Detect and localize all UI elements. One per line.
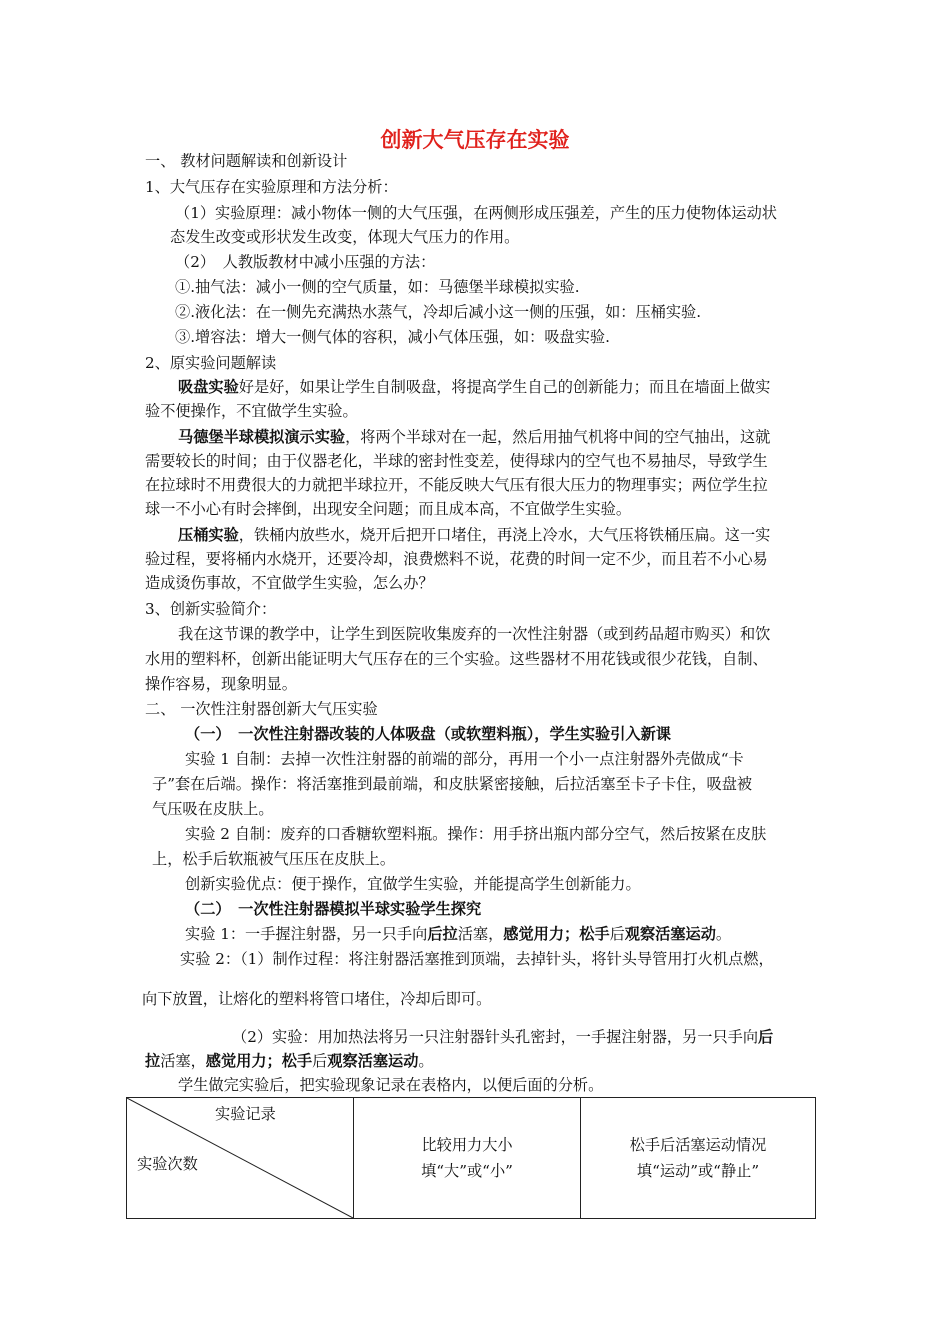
table-corner-cell xyxy=(127,1098,354,1219)
section-1-2-heading: 2、原实验问题解读 xyxy=(145,354,277,372)
suction-label: 吸盘实验 xyxy=(178,378,239,396)
method-intro: （2） 人教版教材中减小压强的方法： xyxy=(175,253,436,271)
can-line-2: 验过程，要将桶内水烧开，还要冷却，浪费燃料不说，花费的时间一定不少，而且若不小心易 xyxy=(145,550,768,568)
method-1: ①.抽气法：减小一侧的空气质量，如：马德堡半球模拟实验. xyxy=(175,278,580,296)
magdeburg-line-1: 马德堡半球模拟演示实验，将两个半球对在一起，然后用抽气机将中间的空气抽出，这就 xyxy=(178,428,771,446)
hemisphere-experiment-2-line-1: 实验 2：（1）制作过程：将注射器活塞推到顶端，去掉针头，将针头导管用打火机点燃， xyxy=(180,950,774,968)
magdeburg-label: 马德堡半球模拟演示实验 xyxy=(178,428,346,446)
section-1-1-heading: 1、大气压存在实验原理和方法分析： xyxy=(145,178,398,196)
heating-experiment-line-1: （2）实验：用加热法将另一只注射器针头孔密封，一手握注射器，另一只手向后 xyxy=(232,1028,774,1046)
principle-line-1: （1）实验原理：减小物体一侧的大气压强，在两侧形成压强差，产生的压力使物体运动状 xyxy=(175,204,777,222)
page-title: 创新大气压存在实验 xyxy=(380,127,570,152)
method-3: ③.增容法：增大一侧气体的容积，减小气体压强，如：吸盘实验. xyxy=(175,328,610,346)
subsection-2-heading: （二） 一次性注射器模拟半球实验学生探究 xyxy=(185,900,482,918)
hemisphere-experiment-1: 实验 1：一手握注射器，另一只手向后拉活塞，感觉用力；松手后观察活塞运动。 xyxy=(185,925,732,943)
table-row xyxy=(127,1098,816,1219)
record-table xyxy=(126,1097,816,1219)
experiment-1-line-2: 子”套在后端。操作：将活塞推到最前端，和皮肤紧密接触，后拉活塞至卡子卡住，吸盘被 xyxy=(152,775,753,793)
suction-paragraph-line-1: 吸盘实验好是好，如果让学生自制吸盘，将提高学生自己的创新能力；而且在墙面上做实 xyxy=(178,378,771,396)
section-1-3-heading: 3、创新实验简介： xyxy=(145,600,277,618)
principle-line-2: 态发生改变或形状发生改变，体现大气压力的作用。 xyxy=(170,228,520,246)
section-1-heading: 一、 教材问题解读和创新设计 xyxy=(145,152,348,170)
hemisphere-experiment-2-line-2: 向下放置，让熔化的塑料将管口堵住，冷却后即可。 xyxy=(142,990,492,1008)
experiment-2-line-2: 上，松手后软瓶被气压压在皮肤上。 xyxy=(152,850,395,868)
method-2: ②.液化法：在一侧先充满热水蒸气，冷却后减小这一侧的压强，如：压桶实验. xyxy=(175,303,702,321)
experiment-2-line-1: 实验 2 自制：废弃的口香糖软塑料瓶。操作：用手挤出瓶内部分空气，然后按紧在皮肤 xyxy=(185,825,767,843)
experiment-1-line-1: 实验 1 自制：去掉一次性注射器的前端的部分，再用一个小一点注射器外壳做成“卡 xyxy=(185,750,744,768)
innovation-line-3: 操作容易，现象明显。 xyxy=(145,675,297,693)
subsection-1-heading: （一） 一次性注射器改装的人体吸盘（或软塑料瓶），学生实验引入新课 xyxy=(185,725,671,743)
column-motion-header: 松手后活塞运动情况 填“运动”或“静止” xyxy=(581,1098,816,1219)
heating-experiment-line-2: 拉活塞，感觉用力；松手后观察活塞运动。 xyxy=(145,1052,434,1070)
section-2-heading: 二、 一次性注射器创新大气压实验 xyxy=(145,700,378,718)
innovation-line-1: 我在这节课的教学中，让学生到医院收集废弃的一次性注射器（或到药品超市购买）和饮 xyxy=(178,625,771,643)
corner-top-label: 实验记录 xyxy=(215,1105,276,1123)
innovation-line-2: 水用的塑料杯，创新出能证明大气压存在的三个实验。这些器材不用花钱或很少花钱，自制、 xyxy=(145,650,768,668)
experiment-1-line-3: 气压吸在皮肤上。 xyxy=(152,800,274,818)
suction-paragraph-line-2: 验不便操作，不宜做学生实验。 xyxy=(145,402,358,420)
column-force-header: 比较用力大小 填“大”或“小” xyxy=(354,1098,581,1219)
can-line-1: 压桶实验，铁桶内放些水，烧开后把开口堵住，再浇上冷水，大气压将铁桶压扁。这一实 xyxy=(178,526,771,544)
can-label: 压桶实验 xyxy=(178,526,239,544)
record-intro: 学生做完实验后，把实验现象记录在表格内，以便后面的分析。 xyxy=(178,1076,604,1094)
corner-bottom-label: 实验次数 xyxy=(137,1155,198,1173)
can-line-3: 造成烫伤事故，不宜做学生实验，怎么办？ xyxy=(145,574,434,592)
magdeburg-line-4: 球一不小心有时会摔倒，出现安全问题；而且成本高，不宜做学生实验。 xyxy=(145,500,631,518)
magdeburg-line-3: 在拉球时不用费很大的力就把半球拉开，不能反映大气压有很大压力的物理事实；两位学生拉 xyxy=(145,476,768,494)
advantages: 创新实验优点：便于操作，宜做学生实验，并能提高学生创新能力。 xyxy=(185,875,641,893)
magdeburg-line-2: 需要较长的时间；由于仪器老化，半球的密封性变差，使得球内的空气也不易抽尽，导致学生 xyxy=(145,452,768,470)
